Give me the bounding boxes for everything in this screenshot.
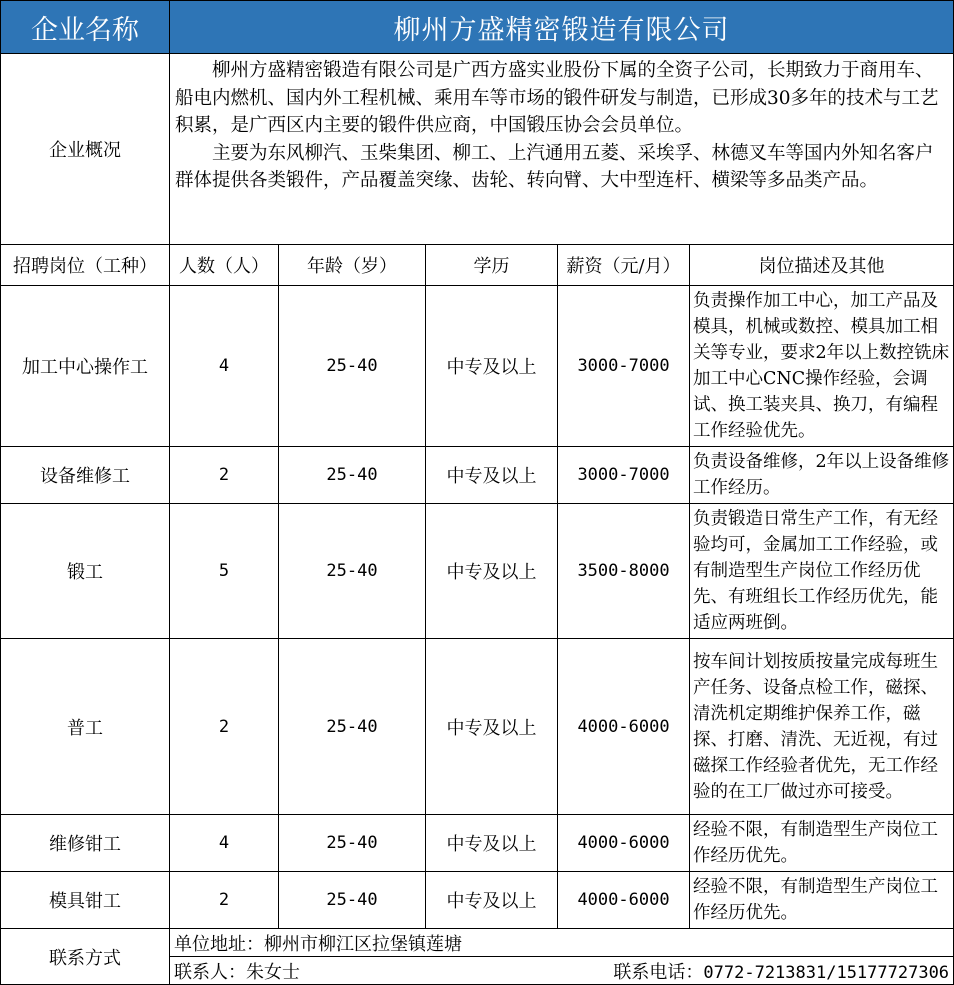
cell-count: 4 — [170, 286, 279, 447]
cell-description: 负责设备维修，2年以上设备维修工作经历。 — [690, 447, 954, 504]
cell-position: 加工中心操作工 — [1, 286, 170, 447]
table-row — [1, 447, 954, 504]
table-row — [1, 872, 954, 929]
contact-phone — [613, 958, 949, 984]
header-education: 学历 — [426, 245, 558, 286]
cell-education: 中专及以上 — [426, 639, 558, 815]
cell-education: 中专及以上 — [426, 286, 558, 447]
overview-paragraph-2: 主要为东风柳汽、玉柴集团、柳工、上汽通用五菱、采埃孚、林德叉车等国内外知名客户群体提供各类锻件，产品覆盖突缘、齿轮、转向臂、大中型连杆、横梁等多品类产品。 — [175, 142, 934, 191]
cell-age: 25-40 — [279, 872, 426, 929]
address-line — [170, 929, 954, 957]
cell-salary: 4000-6000 — [558, 639, 690, 815]
company-name: 柳州方盛精密锻造有限公司 — [170, 1, 954, 54]
overview-row — [1, 54, 954, 245]
company-name-label: 企业名称 — [1, 1, 170, 54]
cell-position: 普工 — [1, 639, 170, 815]
cell-age: 25-40 — [279, 815, 426, 872]
cell-age: 25-40 — [279, 286, 426, 447]
contact-person-label: 联系人： — [174, 961, 246, 983]
header-age: 年龄（岁） — [279, 245, 426, 286]
cell-education: 中专及以上 — [426, 504, 558, 639]
contact-phone-value: 0772-7213831/15177727306 — [703, 962, 950, 983]
contact-person-value: 朱女士 — [246, 961, 300, 983]
cell-education: 中专及以上 — [426, 447, 558, 504]
header-description: 岗位描述及其他 — [690, 245, 954, 286]
table-row — [1, 504, 954, 639]
cell-age: 25-40 — [279, 639, 426, 815]
overview-label: 企业概况 — [1, 54, 170, 245]
header-position: 招聘岗位（工种） — [1, 245, 170, 286]
person-phone-line — [170, 957, 954, 985]
cell-count: 5 — [170, 504, 279, 639]
address-label: 单位地址： — [174, 933, 264, 955]
cell-salary: 3000-7000 — [558, 286, 690, 447]
cell-description: 按车间计划按质按量完成每班生产任务、设备点检工作，磁探、清洗机定期维护保养工作，磁探、打磨、清洗、无近视，有过磁探工作经验者优先，无工作经验的在工厂做过亦可接受。 — [690, 639, 954, 815]
cell-salary: 4000-6000 — [558, 872, 690, 929]
contact-label: 联系方式 — [1, 929, 170, 985]
address-value: 柳州市柳江区拉堡镇莲塘 — [264, 933, 462, 955]
overview-paragraph-1: 柳州方盛精密锻造有限公司是广西方盛实业股份下属的全资子公司，长期致力于商用车、船电内燃机、国内外工程机械、乘用车等市场的锻件研发与制造，已形成30多年的技术与工艺积累，是广西区内主要的锻件供应商，中国锻压协会会员单位。 — [175, 60, 939, 136]
table-row — [1, 286, 954, 447]
cell-description: 经验不限，有制造型生产岗位工作经历优先。 — [690, 815, 954, 872]
cell-count: 4 — [170, 815, 279, 872]
table-row — [1, 815, 954, 872]
cell-position: 锻工 — [1, 504, 170, 639]
cell-count: 2 — [170, 447, 279, 504]
cell-education: 中专及以上 — [426, 815, 558, 872]
table-row — [1, 639, 954, 815]
cell-salary: 4000-6000 — [558, 815, 690, 872]
cell-salary: 3000-7000 — [558, 447, 690, 504]
column-header-row — [1, 245, 954, 286]
header-salary: 薪资（元/月） — [558, 245, 690, 286]
cell-position: 维修钳工 — [1, 815, 170, 872]
cell-count: 2 — [170, 872, 279, 929]
header-count: 人数（人） — [170, 245, 279, 286]
contact-phone-label: 联系电话： — [613, 961, 704, 983]
contact-row-1 — [1, 929, 954, 957]
cell-age: 25-40 — [279, 504, 426, 639]
cell-description: 负责锻造日常生产工作，有无经验均可，金属加工工作经验，或有制造型生产岗位工作经历优先、有班组长工作经历优先，能适应两班倒。 — [690, 504, 954, 639]
cell-position: 设备维修工 — [1, 447, 170, 504]
cell-position: 模具钳工 — [1, 872, 170, 929]
cell-description: 经验不限，有制造型生产岗位工作经历优先。 — [690, 872, 954, 929]
cell-salary: 3500-8000 — [558, 504, 690, 639]
cell-education: 中专及以上 — [426, 872, 558, 929]
cell-description: 负责操作加工中心，加工产品及模具，机械或数控、模具加工相关等专业，要求2年以上数控铣床加工中心CNC操作经验，会调试、换工装夹具、换刀，有编程工作经验优先。 — [690, 286, 954, 447]
header-row — [1, 1, 954, 54]
contact-person — [174, 958, 300, 984]
overview-text — [170, 54, 954, 245]
cell-count: 2 — [170, 639, 279, 815]
cell-age: 25-40 — [279, 447, 426, 504]
